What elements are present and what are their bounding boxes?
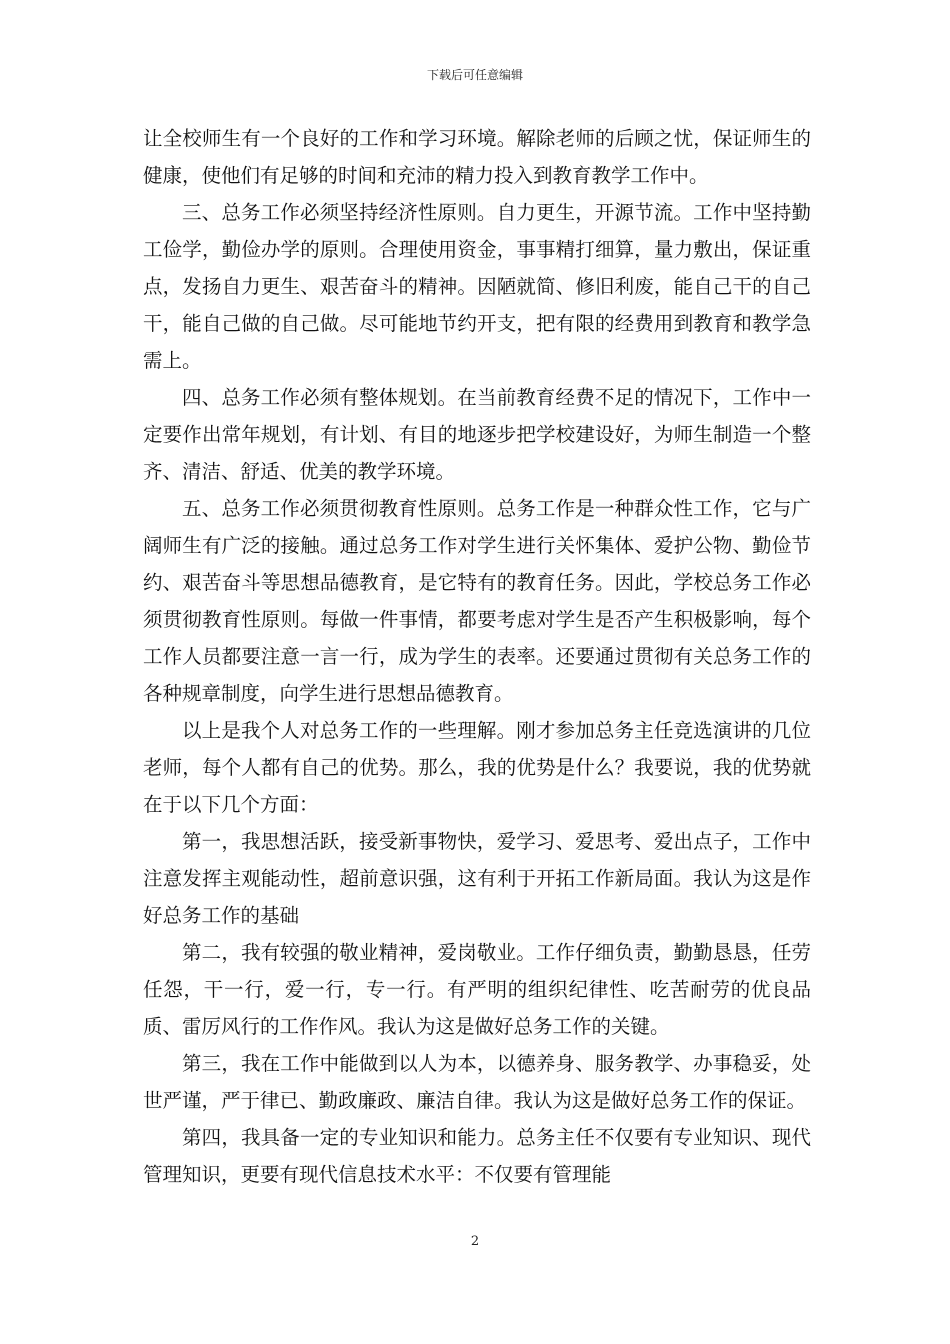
paragraph-1: 让全校师生有一个良好的工作和学习环境。解除老师的后顾之忧，保证师生的健康，使他们有足够的时间和充沛的精力投入到教育教学工作中。 xyxy=(143,127,811,187)
paragraph-8: 第三，我在工作中能做到以人为本，以德养身、服务教学、办事稳妥，处世严谨，严于律已、勤政廉政、廉洁自律。我认为这是做好总务工作的保证。 xyxy=(143,1052,811,1112)
paragraph-5: 以上是我个人对总务工作的一些理解。刚才参加总务主任竞选演讲的几位老师，每个人都有自己的优势。那么，我的优势是什么？我要说，我的优势就在于以下几个方面： xyxy=(143,719,811,816)
page-header: 下载后可任意编辑 xyxy=(426,68,523,82)
paragraph-2: 三、总务工作必须坚持经济性原则。自力更生，开源节流。工作中坚持勤工俭学，勤俭办学的原则。合理使用资金，事事精打细算，量力敷出，保证重点，发扬自力更生、艰苦奋斗的精神。因陋就简、修旧利废，能自己干的自己干，能自己做的自己做。尽可能地节约开支，把有限的经费用到教育和教学急需上。 xyxy=(143,201,811,372)
paragraph-3: 四、总务工作必须有整体规划。在当前教育经费不足的情况下，工作中一定要作出常年规划，有计划、有目的地逐步把学校建设好，为师生制造一个整齐、清洁、舒适、优美的教学环境。 xyxy=(143,386,811,483)
paragraph-4: 五、总务工作必须贯彻教育性原则。总务工作是一种群众性工作，它与广阔师生有广泛的接触。通过总务工作对学生进行关怀集体、爱护公物、勤俭节约、艰苦奋斗等思想品德教育，是它特有的教育任务。因此，学校总务工作必须贯彻教育性原则。每做一件事情，都要考虑对学生是否产生积极影响，每个工作人员都要注意一言一行，成为学生的表率。还要通过贯彻有关总务工作的各种规章制度，向学生进行思想品德教育。 xyxy=(143,497,811,705)
page-number: 2 xyxy=(470,1234,480,1249)
paragraph-6: 第一，我思想活跃，接受新事物快，爱学习、爱思考、爱出点子，工作中注意发挥主观能动性，超前意识强，这有利于开拓工作新局面。我认为这是作好总务工作的基础 xyxy=(143,830,811,927)
paragraph-7: 第二，我有较强的敬业精神，爱岗敬业。工作仔细负责，勤勤恳恳，任劳任怨，干一行，爱一行，专一行。有严明的组织纪律性、吃苦耐劳的优良品质、雷厉风行的工作作风。我认为这是做好总务工作的关键。 xyxy=(143,941,811,1038)
paragraph-9: 第四，我具备一定的专业知识和能力。总务主任不仅要有专业知识、现代管理知识，更要有现代信息技术水平：不仅要有管理能 xyxy=(143,1126,811,1186)
document-body xyxy=(143,120,811,1193)
